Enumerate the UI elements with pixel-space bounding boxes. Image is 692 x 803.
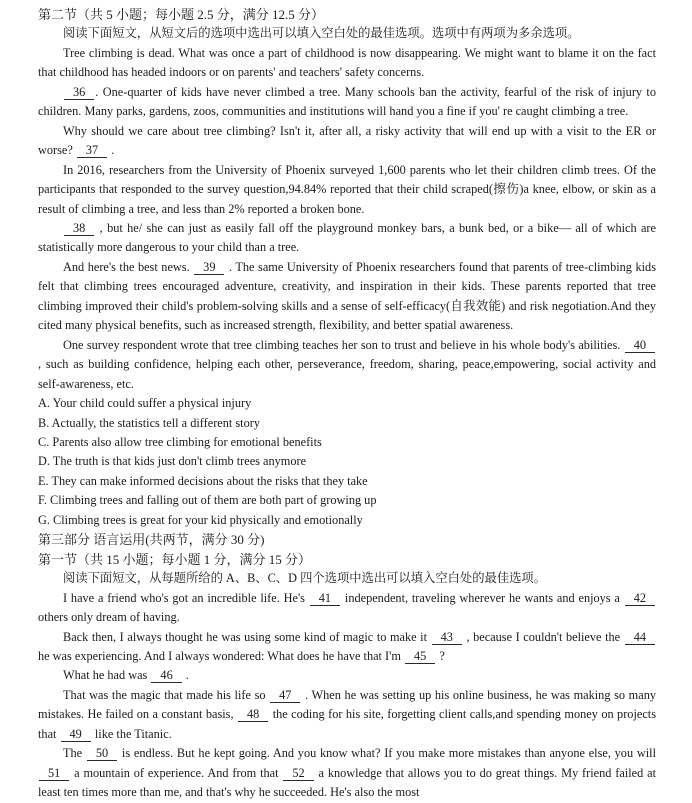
blank-37: 37	[77, 144, 107, 158]
part-3-section-1-heading: 第一节（共 15 小题；每小题 1 分，满分 15 分）	[38, 551, 312, 567]
option-f: F. Climbing trees and falling out of them are both part of growing up	[38, 493, 377, 508]
passage-paragraph-5: 38 , but he/ she can just as easily fall off the playground monkey bars, a bunk bed, or a bike— all of which are statistically more dangerous to your child than a tree.	[38, 220, 656, 255]
blank-36: 36	[64, 86, 94, 100]
blank-44: 44	[625, 631, 655, 645]
passage-paragraph-1: Tree climbing is dead. What was once a part of childhood is now disappearing. We might want to blame it on the fact that childhood has headed indoors or on parents' and teachers' safety concerns.	[38, 45, 656, 80]
blank-41: 41	[310, 592, 340, 606]
blank-39: 39	[194, 261, 224, 275]
option-e: E. They can make informed decisions about the risks that they take	[38, 473, 368, 488]
option-b: B. Actually, the statistics tell a different story	[38, 415, 260, 430]
blank-45: 45	[405, 650, 435, 664]
cloze-paragraph-1: I have a friend who's got an incredible life. He's 41 independent, traveling wherever he wants and enjoys a 42 others only dream of having.	[38, 589, 656, 628]
blank-40: 40	[625, 339, 655, 353]
section-2-instructions: 阅读下面短文，从短文后的选项中选出可以填入空白处的最佳选项。选项中有两项为多余选项。	[63, 26, 580, 41]
passage-paragraph-6: And here's the best news. 39 . The same University of Phoenix researchers found that parents of tree-climbing kids felt that climbing trees encouraged adventure, creativity, and inspiration in their kids. These parents reported that tree climbing improved their child's problem-solving skills and a sense of self-efficacy(自我效能) and risk negotiation.And they cited many physical benefits, such as increased strength, flexibility, and better spatial awareness.	[38, 259, 656, 333]
passage-paragraph-4: In 2016, researchers from the University of Phoenix surveyed 1,600 parents who let their children climb trees. Of the participants that responded to the survey question,94.84% reported that their child scraped(擦伤)a knee, elbow, or skin as a result of climbing a tree, and less than 2% reported a broken bone.	[38, 162, 656, 216]
blank-50: 50	[87, 747, 117, 761]
blank-38: 38	[64, 222, 94, 236]
cloze-paragraph-2: Back then, I always thought he was using some kind of magic to make it 43 , because I couldn't believe the 44 he was experiencing. And I always wondered: What does he have that I'm 45 ?	[38, 628, 656, 667]
blank-51: 51	[39, 767, 69, 781]
blank-42: 42	[625, 592, 655, 606]
option-d: D. The truth is that kids just don't climb trees anymore	[38, 454, 307, 469]
document-body	[38, 5, 656, 803]
blank-47: 47	[270, 689, 300, 703]
section-2-heading: 第二节（共 5 小题；每小题 2.5 分，满分 12.5 分）	[38, 7, 325, 22]
cloze-paragraph-4: That was the magic that made his life so 47 . When he was setting up his online business, he was making so many mistakes. He failed on a constant basis, 48 the coding for his site, forgetting client calls,and spending money on projects that 49 like the Titanic.	[38, 687, 656, 741]
cloze-instructions: 阅读下面短文，从每题所给的 A、B、C、D 四个选项中选出可以填入空白处的最佳选项。	[63, 571, 547, 586]
blank-49: 49	[61, 728, 91, 742]
passage-paragraph-3: Why should we care about tree climbing? Isn't it, after all, a risky activity that will end up with a visit to the ER or worse? 37 .	[38, 123, 656, 158]
cloze-paragraph-3: What he had was 46 .	[63, 668, 189, 683]
passage-paragraph-2: 36 . One-quarter of kids have never climbed a tree. Many schools ban the activity, fearful of the risk of injury to children. Many parks, gardens, zoos, communities and institutions will hand you a fine if you' re caught climbing a tree.	[38, 84, 656, 119]
part-3-heading: 第三部分 语言运用(共两节，满分 30 分)	[38, 532, 265, 548]
passage-paragraph-7: One survey respondent wrote that tree climbing teaches her son to trust and believe in his whole body's abilities. 40 , such as building confidence, helping each other, perseverance, freedom, sharing, peace,empowering, social activity and self-awareness, etc.	[38, 337, 656, 391]
option-c: C. Parents also allow tree climbing for emotional benefits	[38, 434, 322, 449]
cloze-paragraph-5: The 50 is endless. But he kept going. And you know what? If you make more mistakes than anyone else, you will 51 a mountain of experience. And from that 52 a knowledge that allows you to do great things. My friend failed at least ten times more than me, and that's why he succeeded. He's also the most	[38, 746, 656, 800]
blank-48: 48	[238, 708, 268, 722]
blank-46: 46	[151, 669, 181, 683]
option-a: A. Your child could suffer a physical injury	[38, 396, 252, 411]
option-g: G. Climbing trees is great for your kid physically and emotionally	[38, 512, 363, 527]
blank-43: 43	[432, 631, 462, 645]
blank-52: 52	[283, 767, 313, 781]
